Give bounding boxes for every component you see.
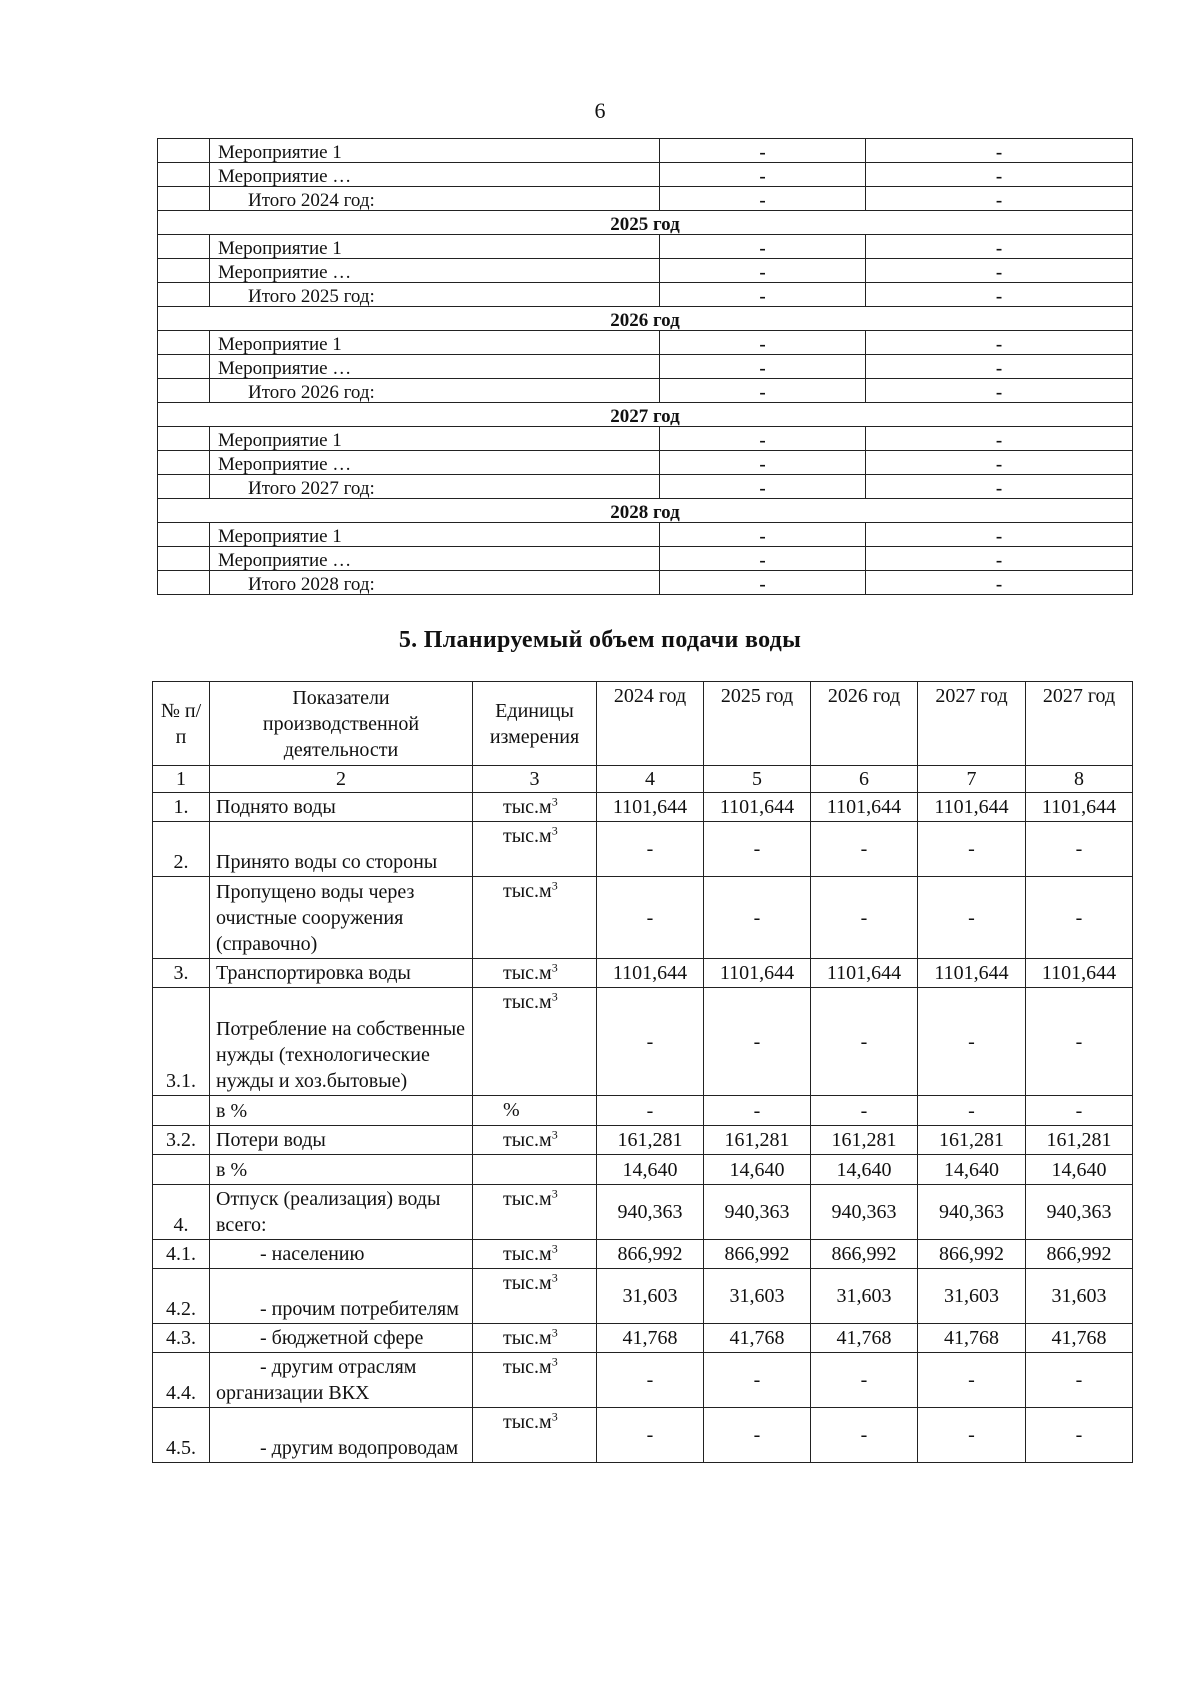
indicator-name: - прочим потребителям — [210, 1269, 473, 1324]
row-index-cell — [158, 139, 210, 163]
unit-text: тыс.м — [503, 825, 552, 847]
indicator-name: - населению — [210, 1240, 473, 1269]
value-cell: - — [918, 1096, 1026, 1126]
value-cell: 31,603 — [597, 1269, 704, 1324]
events-row — [158, 139, 1133, 163]
value-cell: - — [660, 355, 866, 379]
row-number: 4.4. — [153, 1353, 210, 1408]
column-index-cell: 7 — [918, 766, 1026, 793]
row-index-cell — [158, 571, 210, 595]
unit-superscript: 3 — [551, 878, 558, 893]
value-cell: - — [918, 877, 1026, 959]
value-cell: - — [660, 571, 866, 595]
unit-superscript: 3 — [551, 989, 558, 1004]
value-cell: - — [918, 822, 1026, 877]
events-row — [158, 235, 1133, 259]
value-cell: - — [597, 988, 704, 1096]
events-row — [158, 571, 1133, 595]
value-cell: 940,363 — [1026, 1185, 1133, 1240]
col-header-year: 2027 год — [1026, 682, 1133, 766]
value-cell: - — [704, 822, 811, 877]
indicator-name: Поднято воды — [210, 793, 473, 822]
unit-text: тыс.м — [503, 796, 552, 818]
value-cell: - — [866, 235, 1133, 259]
year-heading: 2026 год — [158, 307, 1133, 331]
table-row — [153, 959, 1133, 988]
col-header-num: № п/п — [153, 682, 210, 766]
events-row — [158, 451, 1133, 475]
unit-text: тыс.м — [503, 1129, 552, 1151]
header-row — [153, 682, 1133, 766]
total-label: Итого 2026 год: — [210, 379, 660, 403]
value-cell: - — [1026, 877, 1133, 959]
value-cell: 31,603 — [1026, 1269, 1133, 1324]
table-row — [153, 793, 1133, 822]
value-cell: 31,603 — [811, 1269, 918, 1324]
unit-cell — [473, 1240, 597, 1269]
col-header-year: 2025 год — [704, 682, 811, 766]
event-label: Мероприятие 1 — [210, 427, 660, 451]
unit-superscript: 3 — [551, 1127, 558, 1142]
events-table — [157, 138, 1133, 595]
unit-superscript: 3 — [551, 1409, 558, 1424]
value-cell: - — [660, 163, 866, 187]
value-cell: 14,640 — [597, 1155, 704, 1185]
value-cell: - — [918, 1353, 1026, 1408]
value-cell: 161,281 — [1026, 1126, 1133, 1155]
value-cell: - — [866, 139, 1133, 163]
value-cell: - — [1026, 822, 1133, 877]
value-cell: - — [660, 139, 866, 163]
unit-cell — [473, 793, 597, 822]
year-heading: 2027 год — [158, 403, 1133, 427]
unit-superscript: 3 — [551, 960, 558, 975]
value-cell: - — [811, 1408, 918, 1463]
value-cell: 1101,644 — [704, 793, 811, 822]
table-row — [153, 1126, 1133, 1155]
water-supply-table — [152, 681, 1133, 1463]
value-cell: 940,363 — [811, 1185, 918, 1240]
event-label: Мероприятие 1 — [210, 523, 660, 547]
value-cell: 1101,644 — [1026, 959, 1133, 988]
value-cell: - — [660, 187, 866, 211]
row-number: 1. — [153, 793, 210, 822]
row-index-cell — [158, 547, 210, 571]
events-row — [158, 403, 1133, 427]
column-index-cell: 5 — [704, 766, 811, 793]
value-cell: - — [597, 1408, 704, 1463]
unit-text: тыс.м — [503, 1243, 552, 1265]
unit-text: тыс.м — [503, 1272, 552, 1294]
value-cell: 161,281 — [811, 1126, 918, 1155]
value-cell: 14,640 — [811, 1155, 918, 1185]
value-cell: 31,603 — [704, 1269, 811, 1324]
value-cell: 940,363 — [918, 1185, 1026, 1240]
events-row — [158, 307, 1133, 331]
unit-cell — [473, 1353, 597, 1408]
row-index-cell — [158, 187, 210, 211]
value-cell: - — [918, 1408, 1026, 1463]
unit-cell — [473, 822, 597, 877]
value-cell: - — [866, 475, 1133, 499]
indicator-name: Потери воды — [210, 1126, 473, 1155]
row-index-cell — [158, 355, 210, 379]
unit-superscript: 3 — [551, 1354, 558, 1369]
events-row — [158, 163, 1133, 187]
event-label: Мероприятие … — [210, 259, 660, 283]
value-cell: - — [866, 523, 1133, 547]
indicator-name: - бюджетной сфере — [210, 1324, 473, 1353]
value-cell: 866,992 — [597, 1240, 704, 1269]
row-number: 3.2. — [153, 1126, 210, 1155]
row-index-cell — [158, 331, 210, 355]
year-heading: 2025 год — [158, 211, 1133, 235]
row-number — [153, 1155, 210, 1185]
unit-text: тыс.м — [503, 880, 552, 902]
value-cell: 161,281 — [918, 1126, 1026, 1155]
value-cell: 14,640 — [918, 1155, 1026, 1185]
table-row — [153, 1324, 1133, 1353]
total-label: Итого 2025 год: — [210, 283, 660, 307]
col-header-unit: Единицы измерения — [473, 682, 597, 766]
value-cell: - — [866, 259, 1133, 283]
table-row — [153, 988, 1133, 1096]
value-cell: 41,768 — [811, 1324, 918, 1353]
col-header-year: 2024 год — [597, 682, 704, 766]
row-index-cell — [158, 451, 210, 475]
table-row — [153, 1408, 1133, 1463]
value-cell: - — [811, 877, 918, 959]
col-header-year: 2026 год — [811, 682, 918, 766]
indicator-name: Потребление на собственные нужды (технологические нужды и хоз.бытовые) — [210, 988, 473, 1096]
value-cell: 866,992 — [1026, 1240, 1133, 1269]
value-cell: - — [704, 1353, 811, 1408]
value-cell: - — [1026, 1353, 1133, 1408]
value-cell: - — [704, 988, 811, 1096]
event-label: Мероприятие … — [210, 163, 660, 187]
page-number: 6 — [594, 98, 606, 123]
indicator-name: Принято воды со стороны — [210, 822, 473, 877]
value-cell: - — [660, 523, 866, 547]
unit-text: тыс.м — [503, 1411, 552, 1433]
value-cell: - — [660, 427, 866, 451]
value-cell: 1101,644 — [1026, 793, 1133, 822]
unit-cell — [473, 1155, 597, 1185]
value-cell: 1101,644 — [597, 959, 704, 988]
row-number — [153, 1096, 210, 1126]
value-cell: - — [1026, 988, 1133, 1096]
year-heading: 2028 год — [158, 499, 1133, 523]
total-label: Итого 2027 год: — [210, 475, 660, 499]
total-label: Итого 2028 год: — [210, 571, 660, 595]
value-cell: - — [660, 475, 866, 499]
unit-superscript: 3 — [551, 823, 558, 838]
column-index-cell: 6 — [811, 766, 918, 793]
value-cell: 41,768 — [918, 1324, 1026, 1353]
indicator-name: Пропущено воды через очистные сооружения (справочно) — [210, 877, 473, 959]
indicator-name: в % — [210, 1096, 473, 1126]
events-row — [158, 499, 1133, 523]
row-index-cell — [158, 427, 210, 451]
unit-cell — [473, 959, 597, 988]
event-label: Мероприятие 1 — [210, 235, 660, 259]
unit-cell — [473, 988, 597, 1096]
event-label: Мероприятие … — [210, 451, 660, 475]
column-index-cell: 1 — [153, 766, 210, 793]
row-index-cell — [158, 523, 210, 547]
event-label: Мероприятие … — [210, 547, 660, 571]
value-cell: - — [811, 1096, 918, 1126]
value-cell: - — [660, 379, 866, 403]
unit-cell — [473, 1096, 597, 1126]
value-cell: 41,768 — [1026, 1324, 1133, 1353]
events-row — [158, 523, 1133, 547]
table-row — [153, 1353, 1133, 1408]
events-row — [158, 331, 1133, 355]
unit-text: тыс.м — [503, 1356, 552, 1378]
value-cell: - — [660, 331, 866, 355]
events-row — [158, 259, 1133, 283]
events-row — [158, 379, 1133, 403]
value-cell: - — [866, 451, 1133, 475]
value-cell: - — [704, 1408, 811, 1463]
events-row — [158, 187, 1133, 211]
row-number: 4.3. — [153, 1324, 210, 1353]
indicator-name: - другим отраслям организации ВКХ — [210, 1353, 473, 1408]
value-cell: - — [866, 163, 1133, 187]
total-label: Итого 2024 год: — [210, 187, 660, 211]
unit-cell — [473, 1185, 597, 1240]
value-cell: - — [866, 571, 1133, 595]
row-number: 3.1. — [153, 988, 210, 1096]
unit-superscript: 3 — [551, 1270, 558, 1285]
value-cell: - — [866, 283, 1133, 307]
value-cell: 41,768 — [597, 1324, 704, 1353]
value-cell: 866,992 — [811, 1240, 918, 1269]
indicator-name: - другим водопроводам — [210, 1408, 473, 1463]
value-cell: - — [597, 877, 704, 959]
value-cell: - — [660, 235, 866, 259]
value-cell: - — [597, 822, 704, 877]
row-number: 2. — [153, 822, 210, 877]
value-cell: - — [866, 547, 1133, 571]
table-row — [153, 1269, 1133, 1324]
indicator-name: Отпуск (реализация) воды всего: — [210, 1185, 473, 1240]
value-cell: 1101,644 — [918, 793, 1026, 822]
value-cell: 866,992 — [918, 1240, 1026, 1269]
unit-superscript: 3 — [551, 1241, 558, 1256]
table-row — [153, 822, 1133, 877]
column-index-row — [153, 766, 1133, 793]
value-cell: - — [866, 187, 1133, 211]
unit-text: тыс.м — [503, 962, 552, 984]
events-row — [158, 211, 1133, 235]
table-row — [153, 877, 1133, 959]
row-index-cell — [158, 379, 210, 403]
value-cell: 940,363 — [704, 1185, 811, 1240]
value-cell: 41,768 — [704, 1324, 811, 1353]
row-number: 3. — [153, 959, 210, 988]
unit-text: тыс.м — [503, 991, 552, 1013]
value-cell: 1101,644 — [918, 959, 1026, 988]
unit-superscript: 3 — [551, 1186, 558, 1201]
col-header-indicator: Показатели производственной деятельности — [210, 682, 473, 766]
value-cell: 1101,644 — [597, 793, 704, 822]
events-row — [158, 283, 1133, 307]
unit-cell — [473, 1126, 597, 1155]
row-index-cell — [158, 475, 210, 499]
value-cell: - — [704, 1096, 811, 1126]
row-number: 4.5. — [153, 1408, 210, 1463]
unit-text: тыс.м — [503, 1188, 552, 1210]
row-number: 4.1. — [153, 1240, 210, 1269]
value-cell: - — [660, 283, 866, 307]
value-cell: 940,363 — [597, 1185, 704, 1240]
value-cell: - — [866, 331, 1133, 355]
table-row — [153, 1155, 1133, 1185]
value-cell: - — [1026, 1096, 1133, 1126]
event-label: Мероприятие 1 — [210, 139, 660, 163]
section-heading: 5. Планируемый объем подачи воды — [398, 627, 802, 653]
table-row — [153, 1096, 1133, 1126]
value-cell: 1101,644 — [811, 959, 918, 988]
column-index-cell: 4 — [597, 766, 704, 793]
value-cell: 1101,644 — [704, 959, 811, 988]
value-cell: 161,281 — [597, 1126, 704, 1155]
value-cell: - — [866, 379, 1133, 403]
column-index-cell: 3 — [473, 766, 597, 793]
value-cell: - — [704, 877, 811, 959]
value-cell: - — [597, 1353, 704, 1408]
events-row — [158, 475, 1133, 499]
events-row — [158, 427, 1133, 451]
value-cell: - — [918, 988, 1026, 1096]
value-cell: 866,992 — [704, 1240, 811, 1269]
col-header-year: 2027 год — [918, 682, 1026, 766]
value-cell: - — [660, 451, 866, 475]
column-index-cell: 2 — [210, 766, 473, 793]
unit-text: тыс.м — [503, 1327, 552, 1349]
row-index-cell — [158, 235, 210, 259]
unit-cell — [473, 1324, 597, 1353]
unit-cell — [473, 1408, 597, 1463]
value-cell: 1101,644 — [811, 793, 918, 822]
event-label: Мероприятие 1 — [210, 331, 660, 355]
unit-superscript: 3 — [551, 1325, 558, 1340]
value-cell: 31,603 — [918, 1269, 1026, 1324]
indicator-name: Транспортировка воды — [210, 959, 473, 988]
indicator-name: в % — [210, 1155, 473, 1185]
events-row — [158, 355, 1133, 379]
row-index-cell — [158, 163, 210, 187]
row-number: 4. — [153, 1185, 210, 1240]
row-number — [153, 877, 210, 959]
value-cell: - — [1026, 1408, 1133, 1463]
value-cell: 14,640 — [1026, 1155, 1133, 1185]
unit-superscript: 3 — [551, 794, 558, 809]
row-number: 4.2. — [153, 1269, 210, 1324]
value-cell: - — [866, 355, 1133, 379]
value-cell: - — [811, 822, 918, 877]
table-row — [153, 1185, 1133, 1240]
value-cell: - — [811, 1353, 918, 1408]
events-row — [158, 547, 1133, 571]
value-cell: - — [597, 1096, 704, 1126]
unit-text: % — [503, 1099, 520, 1121]
unit-cell — [473, 1269, 597, 1324]
event-label: Мероприятие … — [210, 355, 660, 379]
value-cell: 161,281 — [704, 1126, 811, 1155]
value-cell: - — [660, 547, 866, 571]
value-cell: - — [811, 988, 918, 1096]
unit-cell — [473, 877, 597, 959]
value-cell: - — [660, 259, 866, 283]
row-index-cell — [158, 259, 210, 283]
table-row — [153, 1240, 1133, 1269]
column-index-cell: 8 — [1026, 766, 1133, 793]
value-cell: - — [866, 427, 1133, 451]
value-cell: 14,640 — [704, 1155, 811, 1185]
row-index-cell — [158, 283, 210, 307]
